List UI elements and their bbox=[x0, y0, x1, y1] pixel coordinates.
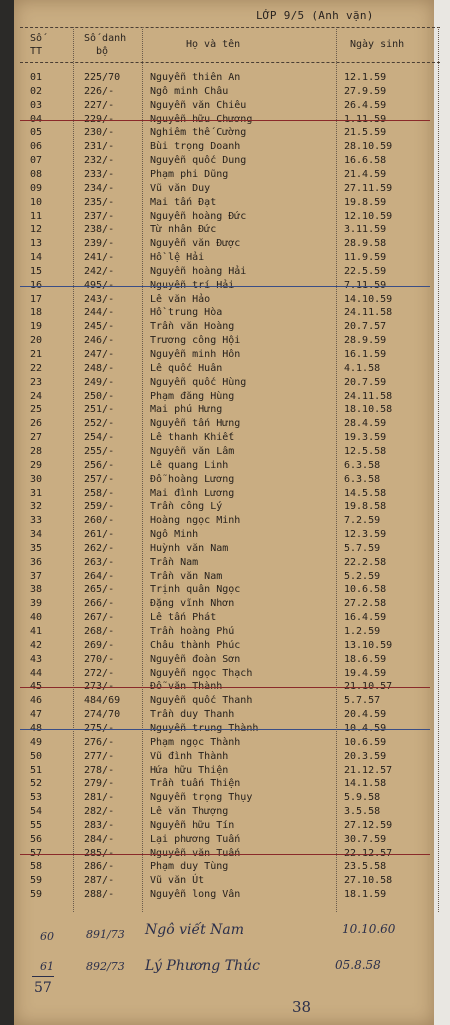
table-row bbox=[0, 888, 450, 902]
table-row bbox=[0, 653, 450, 667]
hand-row-61-stt: 61 bbox=[40, 960, 54, 973]
row-dob: 22.5.59 bbox=[344, 265, 387, 277]
row-stt: 07 bbox=[30, 155, 43, 167]
row-dob: 20.7.59 bbox=[344, 376, 387, 388]
table-row bbox=[0, 570, 450, 584]
row-name: Phạm đăng Hùng bbox=[150, 390, 235, 402]
row-dob: 3.5.58 bbox=[344, 806, 381, 818]
row-stt: 44 bbox=[30, 667, 43, 679]
table-row bbox=[0, 639, 450, 653]
row-sbd: 243/- bbox=[84, 293, 115, 305]
row-sbd: 250/- bbox=[84, 390, 115, 402]
table-row bbox=[0, 306, 450, 320]
row-name: Trần Nam bbox=[150, 556, 199, 568]
row-dob: 18.6.59 bbox=[344, 653, 387, 665]
row-sbd: 241/- bbox=[84, 252, 115, 264]
row-dob: 10.6.59 bbox=[344, 736, 387, 748]
table-row bbox=[0, 403, 450, 417]
row-sbd: 247/- bbox=[84, 349, 115, 360]
table-row bbox=[0, 625, 450, 639]
header-sbd-line1: Số danh bbox=[84, 33, 127, 44]
row-dob: 4.1.58 bbox=[344, 362, 381, 374]
row-name: Nguyễn hoàng Đức bbox=[150, 210, 247, 222]
row-name: Trịnh quân Ngọc bbox=[150, 584, 241, 596]
table-row bbox=[0, 445, 450, 459]
row-sbd: 234/- bbox=[84, 182, 115, 194]
row-dob: 5.9.58 bbox=[344, 792, 381, 804]
row-dob: 12.5.58 bbox=[344, 445, 387, 457]
table-row bbox=[0, 293, 450, 307]
table-row bbox=[0, 126, 450, 140]
row-name: Nguyễn hữu Tín bbox=[150, 819, 235, 831]
class-title: LỚP 9/5 (Anh vặn) bbox=[256, 9, 374, 22]
hand-row-61-dob: 05.8.58 bbox=[335, 958, 381, 972]
row-dob: 28.9.58 bbox=[344, 238, 387, 250]
row-dob: 14.5.58 bbox=[344, 487, 387, 499]
row-dob: 27.10.58 bbox=[344, 875, 393, 887]
row-dob: 28.4.59 bbox=[344, 418, 387, 430]
row-sbd: 265/- bbox=[84, 584, 115, 596]
row-sbd: 233/- bbox=[84, 168, 115, 180]
row-stt: 53 bbox=[30, 792, 43, 804]
table-row bbox=[0, 777, 450, 791]
table-row bbox=[0, 583, 450, 597]
table-row bbox=[0, 362, 450, 376]
row-sbd: 277/- bbox=[84, 750, 115, 762]
row-dob: 22.2.58 bbox=[344, 556, 387, 568]
table-row bbox=[0, 265, 450, 279]
row-stt: 26 bbox=[30, 418, 43, 430]
table-row bbox=[0, 764, 450, 778]
row-name: Hồ trung Hòa bbox=[150, 307, 223, 319]
table-row bbox=[0, 819, 450, 833]
row-stt: 13 bbox=[30, 238, 43, 250]
row-name: Nguyễn văn Chiêu bbox=[150, 99, 247, 111]
row-stt: 17 bbox=[30, 293, 43, 305]
hand-row-60-stt: 60 bbox=[40, 930, 54, 943]
header-name: Họ và tên bbox=[186, 39, 241, 50]
table-row bbox=[0, 694, 450, 708]
table-row bbox=[0, 597, 450, 611]
row-dob: 7.2.59 bbox=[344, 515, 381, 527]
table-row bbox=[0, 182, 450, 196]
tally-total: 57 bbox=[34, 980, 52, 996]
row-stt: 23 bbox=[30, 376, 43, 388]
row-dob: 14.10.59 bbox=[344, 293, 393, 305]
row-stt: 19 bbox=[30, 321, 43, 333]
table-row bbox=[0, 514, 450, 528]
row-stt: 49 bbox=[30, 736, 43, 748]
row-sbd: 244/- bbox=[84, 307, 115, 319]
row-dob: 19.3.59 bbox=[344, 432, 387, 444]
strike-through-line bbox=[20, 120, 430, 121]
row-dob: 20.4.59 bbox=[344, 709, 387, 721]
row-dob: 13.10.59 bbox=[344, 639, 393, 651]
row-sbd: 266/- bbox=[84, 598, 115, 610]
row-dob: 19.8.59 bbox=[344, 196, 387, 208]
row-dob: 12.10.59 bbox=[344, 210, 393, 222]
table-row bbox=[0, 417, 450, 431]
row-stt: 35 bbox=[30, 542, 43, 554]
row-dob: 26.4.59 bbox=[344, 99, 387, 111]
row-sbd: 264/- bbox=[84, 570, 115, 582]
row-dob: 19.8.58 bbox=[344, 501, 387, 513]
row-sbd: 254/- bbox=[84, 432, 115, 444]
row-name: Nguyễn tấn Hưng bbox=[150, 418, 241, 430]
row-name: Nguyễn trọng Thụy bbox=[150, 792, 253, 804]
row-sbd: 284/- bbox=[84, 833, 115, 845]
row-name: Trần công Lý bbox=[150, 501, 223, 513]
row-stt: 37 bbox=[30, 570, 43, 582]
row-name: Hoàng ngọc Minh bbox=[150, 515, 241, 527]
row-stt: 21 bbox=[30, 349, 43, 360]
row-sbd: 231/- bbox=[84, 141, 115, 153]
row-sbd: 278/- bbox=[84, 764, 115, 776]
table-row bbox=[0, 473, 450, 487]
table-row bbox=[0, 154, 450, 168]
row-stt: 06 bbox=[30, 141, 43, 153]
row-sbd: 263/- bbox=[84, 556, 115, 568]
row-sbd: 261/- bbox=[84, 529, 115, 541]
row-name: Trần văn Hoàng bbox=[150, 321, 235, 333]
row-stt: 28 bbox=[30, 445, 43, 457]
row-sbd: 225/70 bbox=[84, 72, 121, 83]
row-stt: 22 bbox=[30, 362, 43, 374]
row-name: Nguyễn thiên An bbox=[150, 72, 241, 83]
row-name: Lại phương Tuấn bbox=[150, 833, 241, 845]
table-row bbox=[0, 140, 450, 154]
row-sbd: 262/- bbox=[84, 542, 115, 554]
row-dob: 12.3.59 bbox=[344, 529, 387, 541]
row-dob: 5.7.57 bbox=[344, 695, 381, 707]
row-sbd: 227/- bbox=[84, 99, 115, 111]
table-row bbox=[0, 459, 450, 473]
row-stt: 32 bbox=[30, 501, 43, 513]
row-sbd: 276/- bbox=[84, 736, 115, 748]
row-name: Nghiêm thế Cường bbox=[150, 127, 247, 139]
table-row bbox=[0, 542, 450, 556]
row-stt: 31 bbox=[30, 487, 43, 499]
row-sbd: 260/- bbox=[84, 515, 115, 527]
table-row bbox=[0, 708, 450, 722]
row-name: Phạm duy Tùng bbox=[150, 861, 229, 873]
row-name: Mai phú Hưng bbox=[150, 404, 223, 416]
table-row bbox=[0, 71, 450, 85]
row-stt: 05 bbox=[30, 127, 43, 139]
row-name: Ngô Minh bbox=[150, 529, 199, 541]
row-stt: 09 bbox=[30, 182, 43, 194]
row-stt: 10 bbox=[30, 196, 43, 208]
hand-row-61-name: Lý Phương Thúc bbox=[145, 958, 260, 974]
row-sbd: 269/- bbox=[84, 639, 115, 651]
row-stt: 29 bbox=[30, 459, 43, 471]
row-name: Mai tấn Đạt bbox=[150, 196, 217, 208]
header-dob: Ngày sinh bbox=[350, 39, 405, 50]
row-sbd: 226/- bbox=[84, 85, 115, 97]
row-dob: 21.4.59 bbox=[344, 168, 387, 180]
row-sbd: 268/- bbox=[84, 626, 115, 637]
row-stt: 50 bbox=[30, 750, 43, 762]
row-name: Phạm ngọc Thành bbox=[150, 736, 241, 748]
row-dob: 5.2.59 bbox=[344, 570, 381, 582]
row-name: Trần tuấn Thiện bbox=[150, 778, 241, 790]
row-sbd: 288/- bbox=[84, 889, 115, 901]
table-row bbox=[0, 874, 450, 888]
row-sbd: 281/- bbox=[84, 792, 115, 804]
row-stt: 36 bbox=[30, 556, 43, 568]
row-sbd: 245/- bbox=[84, 321, 115, 333]
header-stt-line2: TT bbox=[30, 46, 43, 57]
row-dob: 28.10.59 bbox=[344, 141, 393, 153]
row-stt: 14 bbox=[30, 252, 43, 264]
table-row bbox=[0, 805, 450, 819]
row-stt: 03 bbox=[30, 99, 43, 111]
row-sbd: 256/- bbox=[84, 459, 115, 471]
row-sbd: 230/- bbox=[84, 127, 115, 139]
row-stt: 30 bbox=[30, 473, 43, 485]
table-row bbox=[0, 390, 450, 404]
row-name: Nguyễn ngọc Thạch bbox=[150, 667, 253, 679]
row-name: Nguyễn quốc Dung bbox=[150, 155, 247, 167]
row-dob: 30.7.59 bbox=[344, 833, 387, 845]
row-stt: 54 bbox=[30, 806, 43, 818]
row-dob: 14.1.58 bbox=[344, 778, 387, 790]
row-name: Lê thanh Khiết bbox=[150, 432, 235, 444]
row-name: Nguyễn hoàng Hải bbox=[150, 265, 247, 277]
row-sbd: 248/- bbox=[84, 362, 115, 374]
table-row bbox=[0, 556, 450, 570]
row-sbd: 270/- bbox=[84, 653, 115, 665]
row-dob: 20.7.57 bbox=[344, 321, 387, 333]
row-dob: 1.2.59 bbox=[344, 626, 381, 637]
table-row bbox=[0, 611, 450, 625]
row-sbd: 484/69 bbox=[84, 695, 121, 707]
table-row bbox=[0, 667, 450, 681]
strike-through-line bbox=[20, 854, 430, 855]
row-sbd: 257/- bbox=[84, 473, 115, 485]
row-name: Lê quốc Huân bbox=[150, 362, 223, 374]
row-name: Bùi trọng Doanh bbox=[150, 141, 241, 153]
row-stt: 02 bbox=[30, 85, 43, 97]
table-row bbox=[0, 500, 450, 514]
row-sbd: 239/- bbox=[84, 238, 115, 250]
row-dob: 12.1.59 bbox=[344, 72, 387, 83]
row-dob: 27.9.59 bbox=[344, 85, 387, 97]
row-sbd: 235/- bbox=[84, 196, 115, 208]
strike-through-line bbox=[20, 286, 430, 287]
row-dob: 3.11.59 bbox=[344, 224, 387, 236]
table-row bbox=[0, 85, 450, 99]
row-stt: 42 bbox=[30, 639, 43, 651]
row-sbd: 279/- bbox=[84, 778, 115, 790]
row-dob: 6.3.58 bbox=[344, 459, 381, 471]
row-name: Mai đình Lương bbox=[150, 487, 235, 499]
hand-row-60-dob: 10.10.60 bbox=[342, 922, 396, 936]
row-stt: 25 bbox=[30, 404, 43, 416]
row-dob: 16.1.59 bbox=[344, 349, 387, 360]
row-stt: 38 bbox=[30, 584, 43, 596]
row-dob: 18.10.58 bbox=[344, 404, 393, 416]
row-stt: 56 bbox=[30, 833, 43, 845]
row-sbd: 287/- bbox=[84, 875, 115, 887]
table-row bbox=[0, 334, 450, 348]
row-dob: 6.3.58 bbox=[344, 473, 381, 485]
row-name: Lê tấn Phát bbox=[150, 612, 217, 624]
row-dob: 27.11.59 bbox=[344, 182, 393, 194]
row-name: Trần duy Thanh bbox=[150, 709, 235, 721]
row-sbd: 282/- bbox=[84, 806, 115, 818]
row-sbd: 255/- bbox=[84, 445, 115, 457]
row-dob: 24.11.58 bbox=[344, 390, 393, 402]
strike-through-line bbox=[20, 687, 430, 688]
row-sbd: 232/- bbox=[84, 155, 115, 167]
row-dob: 18.1.59 bbox=[344, 889, 387, 901]
table-row bbox=[0, 210, 450, 224]
row-dob: 20.3.59 bbox=[344, 750, 387, 762]
row-sbd: 267/- bbox=[84, 612, 115, 624]
table-row bbox=[0, 223, 450, 237]
row-name: Hồ lệ Hải bbox=[150, 252, 205, 264]
row-dob: 23.5.58 bbox=[344, 861, 387, 873]
row-name: Nguyễn long Vân bbox=[150, 889, 241, 901]
row-sbd: 251/- bbox=[84, 404, 115, 416]
row-sbd: 238/- bbox=[84, 224, 115, 236]
table-row bbox=[0, 528, 450, 542]
table-row bbox=[0, 431, 450, 445]
row-name: Từ nhân Đức bbox=[150, 224, 217, 236]
row-name: Vũ văn Út bbox=[150, 875, 205, 887]
row-name: Trương công Hội bbox=[150, 335, 241, 347]
row-dob: 10.6.58 bbox=[344, 584, 387, 596]
row-name: Vũ văn Duy bbox=[150, 182, 211, 194]
row-stt: 47 bbox=[30, 709, 43, 721]
row-name: Lê quang Linh bbox=[150, 459, 229, 471]
row-name: Trần văn Nam bbox=[150, 570, 223, 582]
row-dob: 16.4.59 bbox=[344, 612, 387, 624]
row-sbd: 272/- bbox=[84, 667, 115, 679]
row-dob: 21.12.57 bbox=[344, 764, 393, 776]
row-name: Đỗ hoàng Lương bbox=[150, 473, 235, 485]
row-name: Vũ đình Thành bbox=[150, 750, 229, 762]
row-sbd: 237/- bbox=[84, 210, 115, 222]
row-name: Đặng vĩnh Nhơn bbox=[150, 598, 235, 610]
row-stt: 55 bbox=[30, 819, 43, 831]
table-row bbox=[0, 168, 450, 182]
row-name: Nguyễn đoàn Sơn bbox=[150, 653, 241, 665]
table-row bbox=[0, 237, 450, 251]
hand-row-60-name: Ngô viết Nam bbox=[145, 922, 245, 938]
row-sbd: 242/- bbox=[84, 265, 115, 277]
table-row bbox=[0, 196, 450, 210]
row-dob: 24.11.58 bbox=[344, 307, 393, 319]
row-dob: 5.7.59 bbox=[344, 542, 381, 554]
row-stt: 01 bbox=[30, 72, 43, 83]
row-stt: 18 bbox=[30, 307, 43, 319]
row-name: Nguyễn quốc Thanh bbox=[150, 695, 253, 707]
row-name: Châu thành Phúc bbox=[150, 639, 241, 651]
strike-through-line bbox=[20, 729, 430, 730]
row-stt: 15 bbox=[30, 265, 43, 277]
row-sbd: 286/- bbox=[84, 861, 115, 873]
row-name: Ngô minh Châu bbox=[150, 85, 229, 97]
header-sbd-line2: bộ bbox=[96, 46, 109, 57]
row-stt: 34 bbox=[30, 529, 43, 541]
row-sbd: 258/- bbox=[84, 487, 115, 499]
row-stt: 40 bbox=[30, 612, 43, 624]
row-dob: 16.6.58 bbox=[344, 155, 387, 167]
table-row bbox=[0, 376, 450, 390]
table-row bbox=[0, 736, 450, 750]
row-stt: 58 bbox=[30, 861, 43, 873]
table-row bbox=[0, 791, 450, 805]
table-row bbox=[0, 487, 450, 501]
row-name: Phạm phi Dũng bbox=[150, 168, 229, 180]
row-dob: 27.12.59 bbox=[344, 819, 393, 831]
row-stt: 51 bbox=[30, 764, 43, 776]
row-name: Lê văn Hảo bbox=[150, 293, 211, 305]
row-stt: 52 bbox=[30, 778, 43, 790]
row-stt: 27 bbox=[30, 432, 43, 444]
hand-row-60-sbd: 891/73 bbox=[86, 928, 125, 941]
row-sbd: 283/- bbox=[84, 819, 115, 831]
row-dob: 28.9.59 bbox=[344, 335, 387, 347]
row-name: Nguyễn văn Lâm bbox=[150, 445, 235, 457]
row-name: Lê văn Thượng bbox=[150, 806, 229, 818]
row-stt: 46 bbox=[30, 695, 43, 707]
tally-rule bbox=[32, 976, 54, 977]
row-stt: 33 bbox=[30, 515, 43, 527]
row-name: Hứa hữu Thiện bbox=[150, 764, 229, 776]
row-name: Nguyễn văn Được bbox=[150, 238, 241, 250]
table-row bbox=[0, 833, 450, 847]
row-sbd: 252/- bbox=[84, 418, 115, 430]
table-row bbox=[0, 99, 450, 113]
hand-row-61-sbd: 892/73 bbox=[86, 960, 125, 973]
page-number: 38 bbox=[292, 998, 312, 1016]
table-row bbox=[0, 320, 450, 334]
row-stt: 39 bbox=[30, 598, 43, 610]
row-stt: 41 bbox=[30, 626, 43, 637]
header-stt-line1: Số bbox=[30, 33, 43, 44]
row-stt: 59 bbox=[30, 889, 43, 901]
row-dob: 21.5.59 bbox=[344, 127, 387, 139]
table-row bbox=[0, 251, 450, 265]
row-sbd: 259/- bbox=[84, 501, 115, 513]
table-row bbox=[0, 348, 450, 362]
row-stt: 43 bbox=[30, 653, 43, 665]
row-stt: 59 bbox=[30, 875, 43, 887]
row-dob: 11.9.59 bbox=[344, 252, 387, 264]
row-sbd: 274/70 bbox=[84, 709, 121, 721]
table-row bbox=[0, 860, 450, 874]
row-sbd: 249/- bbox=[84, 376, 115, 388]
row-dob: 27.2.58 bbox=[344, 598, 387, 610]
row-name: Trần hoàng Phú bbox=[150, 626, 235, 637]
table-row bbox=[0, 750, 450, 764]
row-stt: 24 bbox=[30, 390, 43, 402]
row-name: Nguyễn quốc Hùng bbox=[150, 376, 247, 388]
row-stt: 08 bbox=[30, 168, 43, 180]
row-stt: 12 bbox=[30, 224, 43, 236]
row-sbd: 246/- bbox=[84, 335, 115, 347]
row-dob: 19.4.59 bbox=[344, 667, 387, 679]
row-stt: 11 bbox=[30, 210, 43, 222]
row-name: Huỳnh văn Nam bbox=[150, 542, 229, 554]
row-name: Nguyễn minh Hôn bbox=[150, 349, 241, 360]
row-stt: 20 bbox=[30, 335, 43, 347]
